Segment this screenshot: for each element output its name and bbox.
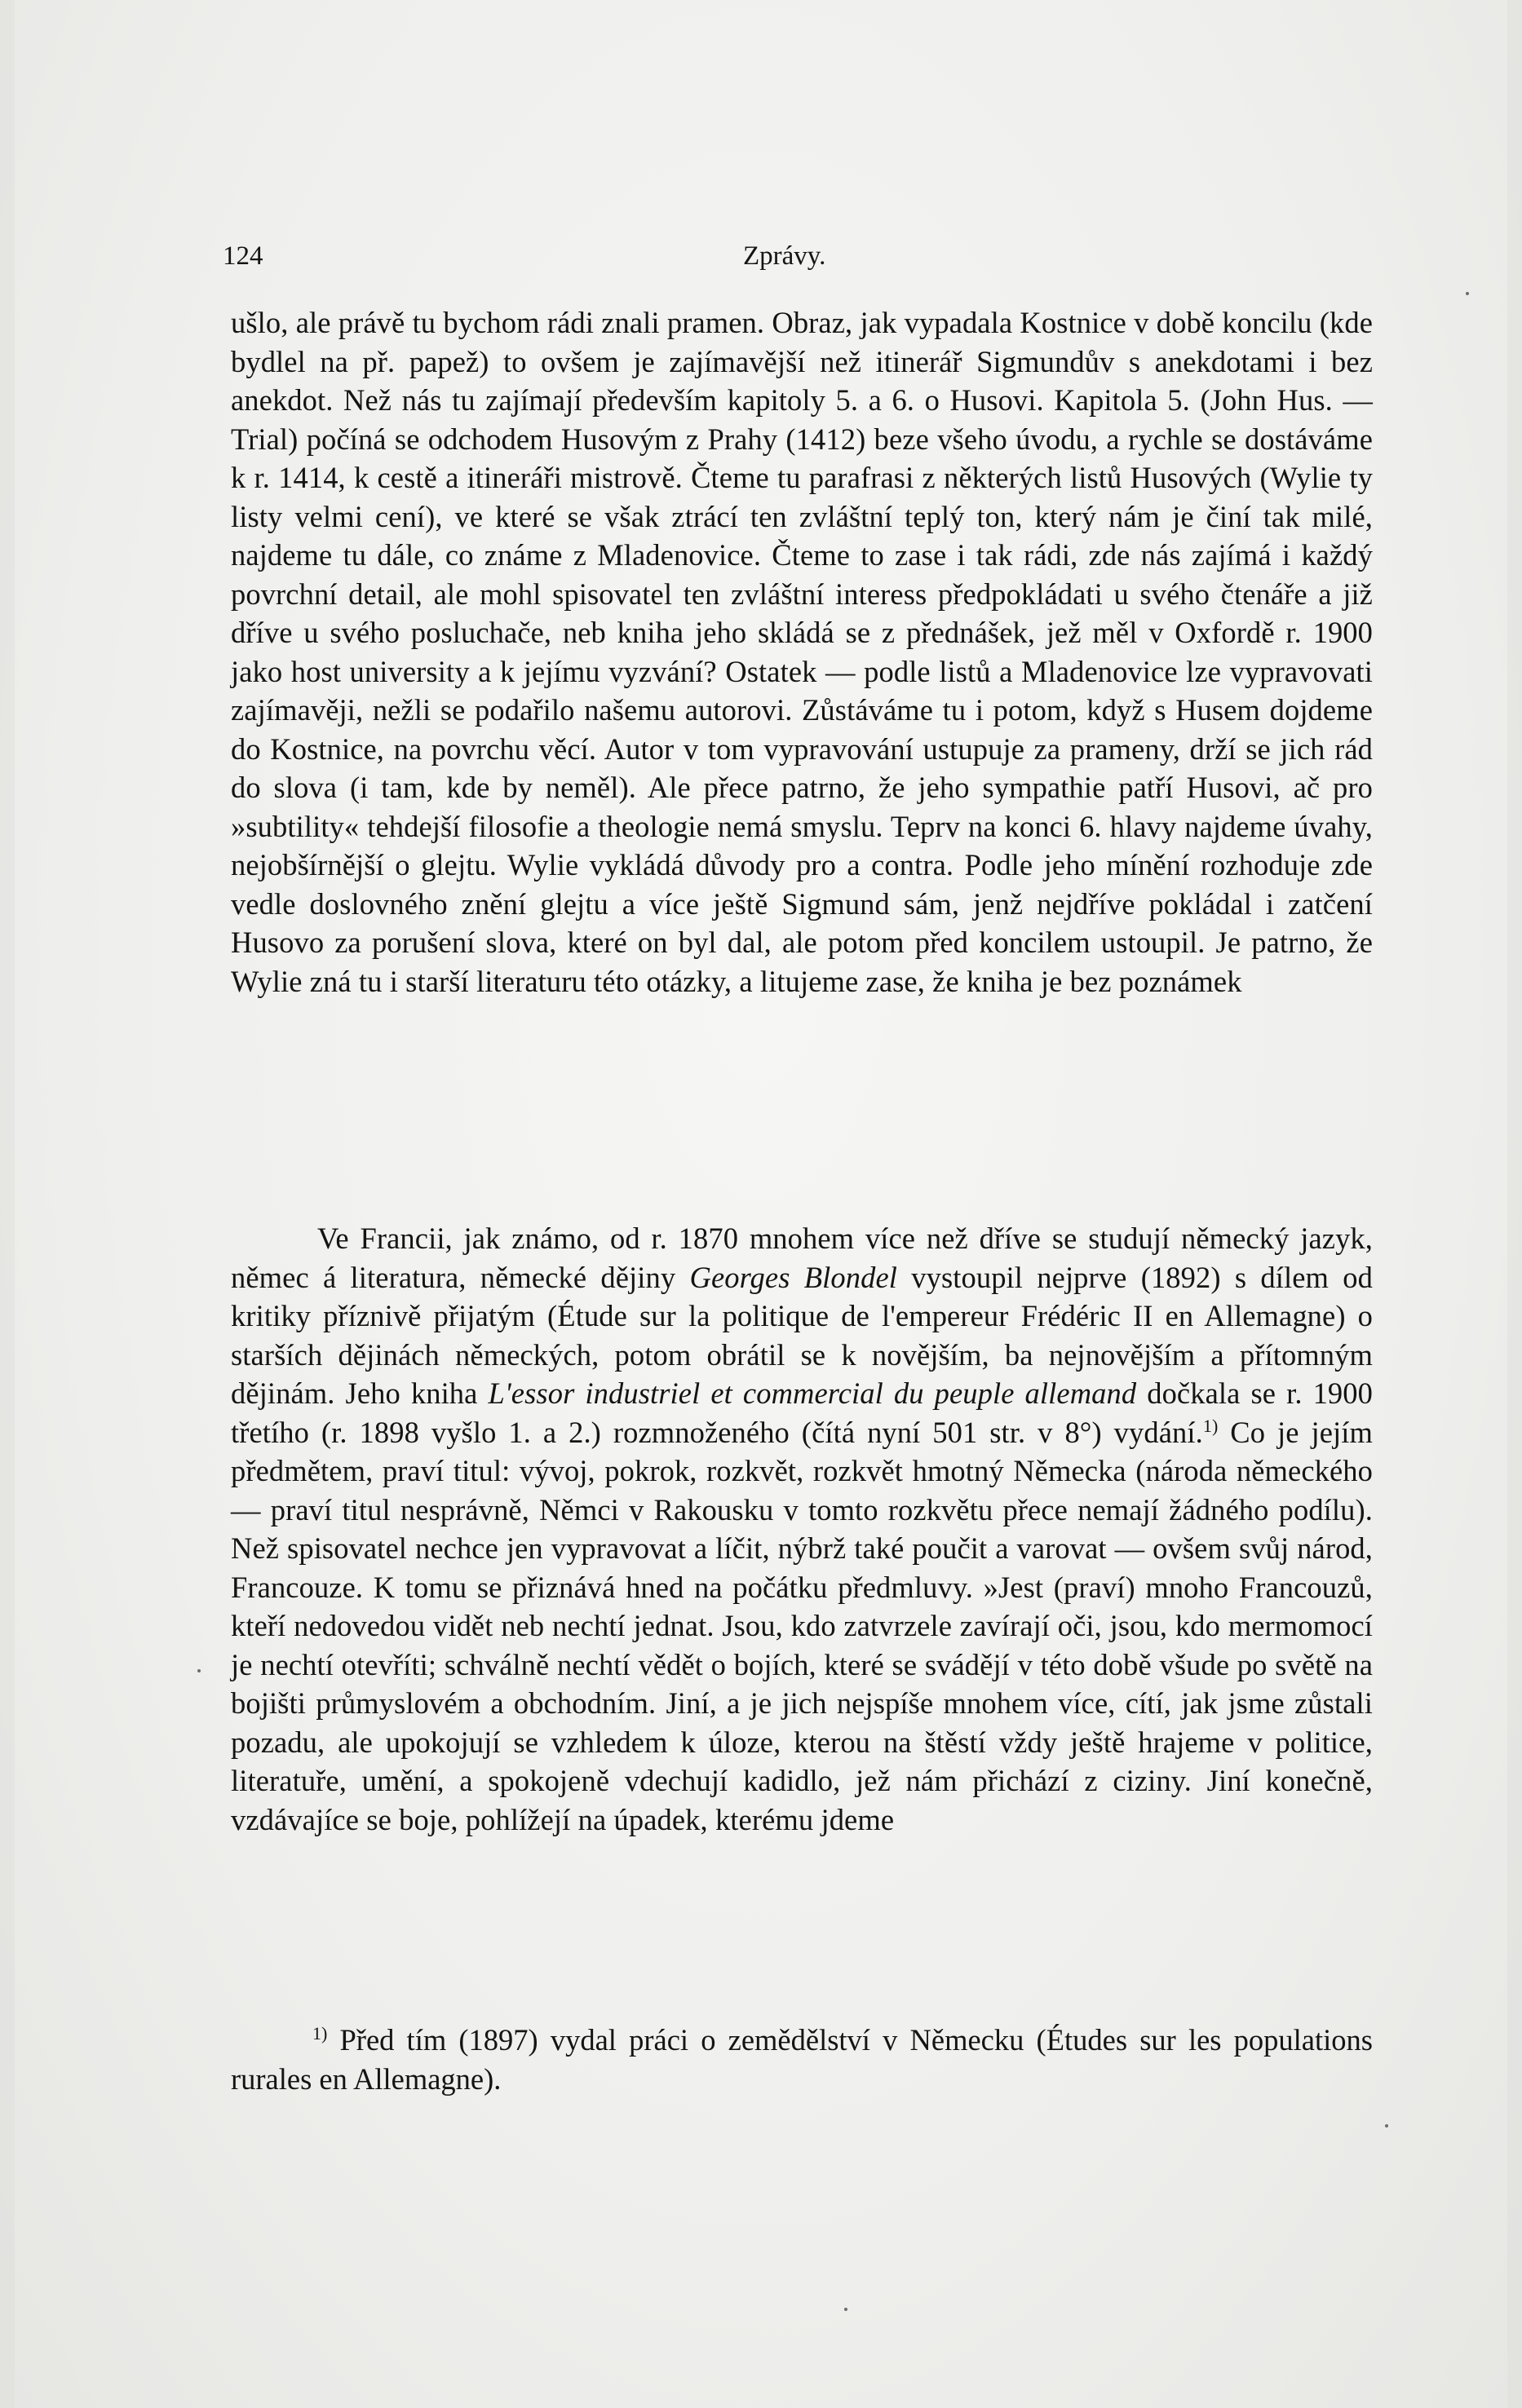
author-name: Georges Blondel [689,1260,897,1294]
paragraph-2-part-1: Ve Francii, jak známo, od r. 1870 mnohem více než dříve se studují německý jazyk, němec á literatura, německé dějiny [231,1222,1373,1294]
running-head [223,241,1373,274]
footnote-reference: 1) [1202,1415,1219,1436]
page-number: 124 [223,241,263,271]
footnote-text: Před tím (1897) vydal práci o zemědělství v Německu (Études sur les populations rurales en Allemagne). [231,2023,1373,2096]
scan-speck [844,2308,847,2311]
book-title: L'essor industriel et commercial du peuple allemand [488,1376,1137,1410]
scan-speck [1385,2124,1388,2127]
paragraph-2-part-3: dočkala se r. 1900 třetího (r. 1898 vyšlo 1. a 2.) rozmnoženého (čítá nyní 501 str. v 8°) vydání. [231,1376,1373,1449]
footnote-mark: 1) [312,2022,328,2043]
running-title: Zprávy. [743,241,826,271]
paragraph-2-part-2: vystoupil nejprve (1892) s dílem od kritiky příznivě přijatým (Étude sur la politique de l'empereur Frédéric II en Allemagne) o starších dějinách německých, potom obrátil se k novějším, ba nejnovějším a přítomným dějinám. Jeho kniha [231,1260,1373,1410]
scan-shadow-right [1507,0,1522,2408]
paragraph-2 [231,1219,1373,1839]
paragraph-1: ušlo, ale právě tu bychom rádi znali pramen. Obraz, jak vypadala Kostnice v době koncilu (kde bydlel na př. papež) to ovšem je zajímavější než itinerář Sigmundův s anekdotami i bez anekdot. Než nás tu zajímají především kapitoly 5. a 6. o Husovi. Kapitola 5. (John Hus. — Trial) počíná se odchodem Husovým z Prahy (1412) beze všeho úvodu, a rychle se dostáváme k r. 1414, k cestě a itineráři mistrově. Čteme tu parafrasi z některých listů Husových (Wylie ty listy velmi cení), ve které se však ztrácí ten zvláštní teplý ton, který nám je činí tak milé, najdeme tu dále, co známe z Mladenovice. Čteme to zase i tak rádi, zde nás zajímá i každý povrchní detail, ale mohl spisovatel ten zvláštní interess předpokládati u svého čtenáře a již dříve u svého posluchače, neb kniha jeho skládá se z přednášek, jež měl v Oxfordě r. 1900 jako host university a k jejímu vyzvání? Ostatek — podle listů a Mladenovice lze vypravovati zajímavěji, nežli se podařilo našemu autorovi. Zůstáváme tu i potom, když s Husem dojdeme do Kostnice, na povrchu věcí. Autor v tom vypravování ustupuje za prameny, drží se jich rád do slova (i tam, kde by neměl). Ale přece patrno, že jeho sympathie patří Husovi, ač pro »subtility« tehdejší filosofie a theologie nemá smyslu. Teprv na konci 6. hlavy najdeme úvahy, nejobšírnější o glejtu. Wylie vykládá důvody pro a contra. Podle jeho mínění rozhoduje zde vedle doslovného znění glejtu a více ještě Sigmund sám, jenž nejdříve pokládal i zatčení Husovo za porušení slova, které on byl dal, ale potom před koncilem ustoupil. Je patrno, že Wylie zná tu i starší literaturu této otázky, a litujeme zase, že kniha je bez poznámek [231,306,1373,998]
scan-speck [197,1669,201,1672]
footnote [231,2021,1373,2098]
scan-speck [1466,292,1469,295]
paragraph-2-part-4: Co je jejím předmětem, praví titul: vývoj, pokrok, rozkvět, rozkvět hmotný Německa (národa německého — praví titul nesprávně, Němci v Rakousku v tomto rozkvětu přece nemají žádného podílu). Než spisovatel nechce jen vypravovat a líčit, nýbrž také poučit a varovat — ovšem svůj národ, Francouze. K tomu se přiznává hned na počátku předmluvy. »Jest (praví) mnoho Francouzů, kteří nedovedou vidět neb nechtí jednat. Jsou, kdo zatvrzele zavírají oči, jsou, kdo mermomocí je nechtí otevříti; schválně nechtí vědět o bojích, které se svádějí v této době všude po světě na bojišti průmyslovém a obchodním. Jiní, a je jich nejspíše mnohem více, cítí, jak jsme zůstali pozadu, ale upokojují se vzhledem k úloze, kterou na štěstí vždy ještě hrajeme v politice, literatuře, umění, a spokojeně vdechují kadidlo, jež nám přichází z ciziny. Jiní konečně, vzdávajíce se boje, pohlížejí na úpadek, kterému jdeme [231,1415,1373,1836]
scan-shadow-left [0,0,15,2408]
